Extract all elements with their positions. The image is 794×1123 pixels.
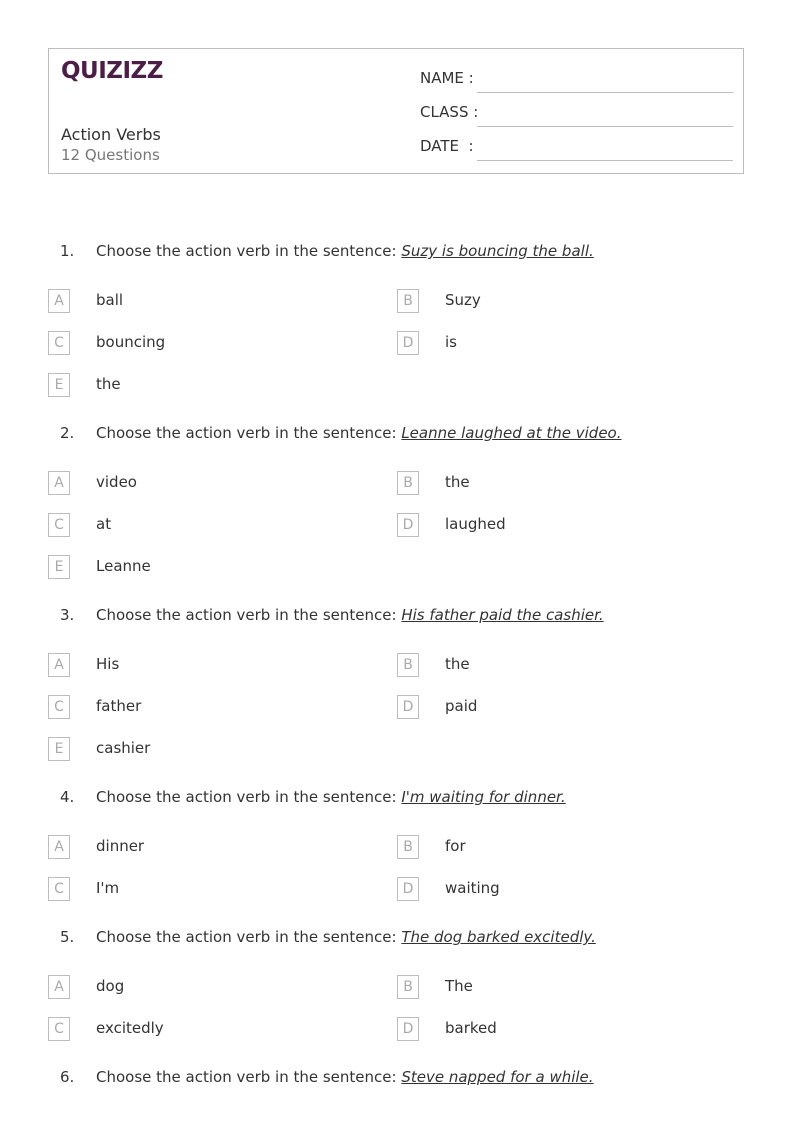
option-text: at [96,515,112,533]
question-number: 5. [60,928,75,946]
worksheet-header [48,48,744,174]
question-count: 12 Questions [61,146,160,164]
option-text: bouncing [96,333,166,351]
question-sentence: I'm waiting for dinner. [401,788,566,806]
question-text [96,606,604,624]
option-letter: A [48,975,70,999]
option-text: The [445,977,473,995]
question-prompt: Choose the action verb in the sentence: [96,424,402,442]
option-letter: C [48,877,70,901]
question-prompt: Choose the action verb in the sentence: [96,788,402,806]
option-letter: E [48,555,70,579]
option-letter: A [48,289,70,313]
option-text: father [96,697,142,715]
question-sentence: His father paid the cashier. [401,606,604,624]
quizizz-logo: QUIZIZZ [61,58,163,84]
option-letter: C [48,513,70,537]
option-text: I'm [96,879,120,897]
option-letter: E [48,737,70,761]
option-text: is [445,333,457,351]
option-text: waiting [445,879,500,897]
question-number: 1. [60,242,75,260]
option-letter: A [48,653,70,677]
name-label: NAME : [420,69,474,87]
option-letter: C [48,695,70,719]
option-text: His [96,655,120,673]
question-sentence: Steve napped for a while. [401,1068,594,1086]
option-letter: B [397,835,419,859]
option-letter: D [397,331,419,355]
option-text: dinner [96,837,145,855]
option-letter: D [397,695,419,719]
option-letter: D [397,877,419,901]
question-text [96,1068,594,1086]
question-number: 6. [60,1068,75,1086]
name-line[interactable] [477,92,733,93]
option-text: video [96,473,137,491]
option-letter: E [48,373,70,397]
class-line[interactable] [477,126,733,127]
worksheet-title: Action Verbs [61,125,161,144]
question-prompt: Choose the action verb in the sentence: [96,242,402,260]
class-field[interactable] [420,103,733,127]
question-prompt: Choose the action verb in the sentence: [96,606,402,624]
option-text: barked [445,1019,497,1037]
date-field[interactable] [420,137,733,161]
question-text [96,424,622,442]
option-text: Suzy [445,291,481,309]
option-letter: B [397,471,419,495]
question-number: 4. [60,788,75,806]
option-text: Leanne [96,557,151,575]
option-letter: C [48,331,70,355]
option-text: the [445,473,470,491]
question-text [96,242,594,260]
option-text: dog [96,977,125,995]
question-sentence: Suzy is bouncing the ball. [401,242,594,260]
option-letter: C [48,1017,70,1041]
question-sentence: The dog barked excitedly. [401,928,596,946]
option-text: the [445,655,470,673]
option-text: paid [445,697,478,715]
option-text: the [96,375,121,393]
question-text [96,788,566,806]
question-prompt: Choose the action verb in the sentence: [96,928,402,946]
option-letter: D [397,1017,419,1041]
option-text: ball [96,291,124,309]
class-label: CLASS : [420,103,479,121]
question-number: 2. [60,424,75,442]
option-letter: A [48,471,70,495]
option-letter: B [397,653,419,677]
option-text: excitedly [96,1019,164,1037]
date-line[interactable] [477,160,733,161]
question-prompt: Choose the action verb in the sentence: [96,1068,402,1086]
option-letter: B [397,975,419,999]
option-text: cashier [96,739,151,757]
option-text: laughed [445,515,506,533]
date-label: DATE : [420,137,474,155]
option-text: for [445,837,466,855]
question-sentence: Leanne laughed at the video. [401,424,622,442]
question-text [96,928,596,946]
question-number: 3. [60,606,75,624]
name-field[interactable] [420,69,733,93]
option-letter: A [48,835,70,859]
option-letter: D [397,513,419,537]
option-letter: B [397,289,419,313]
